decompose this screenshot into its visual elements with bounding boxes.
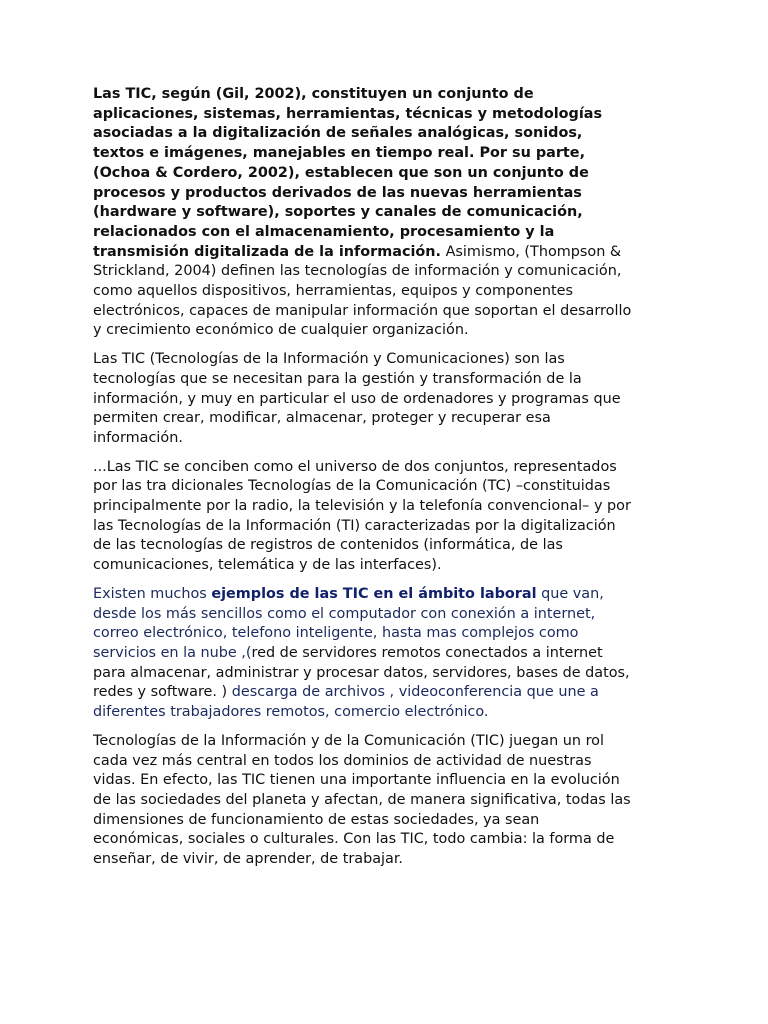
- paragraph-1-normal-text: Asimismo, (Thompson & Strickland, 2004) definen las tecnologías de información y comunicación, como aquellos dispositivos, herramientas, equipos y componentes electrónicos, capaces de manipular información que soportan el desarrollo y crecimiento económico de cualquier organización.: [93, 243, 632, 339]
- paragraph-4: [93, 585, 675, 723]
- paragraph-4-blue-bold: ejemplos de las TIC en el ámbito laboral: [211, 585, 537, 602]
- document-page: [93, 85, 675, 879]
- paragraph-1: [93, 85, 675, 341]
- paragraph-3: ...Las TIC se conciben como el universo de dos conjuntos, representados por las tra dicionales Tecnologías de la Comunicación (TC) –constituidas principalmente por la radio, la televisión y la telefonía convencional– y por las Tecnologías de la Información (TI) caracterizadas por la digitalización de las tecnologías de registros de contenidos (informática, de las comunicaciones, telemática y de las interfaces).: [93, 458, 631, 574]
- paragraph-4-blue-end: descarga de archivos , videoconferencia que une a diferentes trabajadores remotos, comercio electrónico.: [93, 684, 599, 721]
- paragraph-4-plain-text: red de servidores remotos conectados a internet para almacenar, administrar y procesar datos, servidores, bases de datos, redes y software. ): [93, 644, 630, 701]
- paragraph-4-blue-start: Existen muchos: [93, 585, 212, 602]
- paragraph-2: Las TIC (Tecnologías de la Información y Comunicaciones) son las tecnologías que se necesitan para la gestión y transformación de la información, y muy en particular el uso de ordenadores y programas que permiten crear, modificar, almacenar, proteger y recuperar esa información.: [93, 351, 621, 446]
- paragraph-1-bold-text: Las TIC, según (Gil, 2002), constituyen un conjunto de aplicaciones, sistemas, herramientas, técnicas y metodologías asociadas a la digitalización de señales analógicas, sonidos, textos e imágenes, manejables en tiempo real. Por su parte, (Ochoa & Cordero, 2002), establecen que son un conjunto de procesos y productos derivados de las nuevas herramientas (hardware y software), soportes y canales de comunicación, relacionados con el almacenamiento, procesamiento y la transmisión digitalizada de la información.: [93, 86, 603, 260]
- paragraph-4-blue-mid: que van, desde los más sencillos como el computador con conexión a internet, correo electrónico, telefono inteligente, hasta mas complejos como servicios en la nube ,(: [93, 585, 604, 661]
- paragraph-5: Tecnologías de la Información y de la Comunicación (TIC) juegan un rol cada vez más central en todos los dominios de actividad de nuestras vidas. En efecto, las TIC tienen una importante influencia en la evolución de las sociedades del planeta y afectan, de manera significativa, todas las dimensiones de funcionamiento de estas sociedades, ya sean económicas, sociales o culturales. Con las TIC, todo cambia: la forma de enseñar, de vivir, de aprender, de trabajar.: [93, 732, 631, 868]
